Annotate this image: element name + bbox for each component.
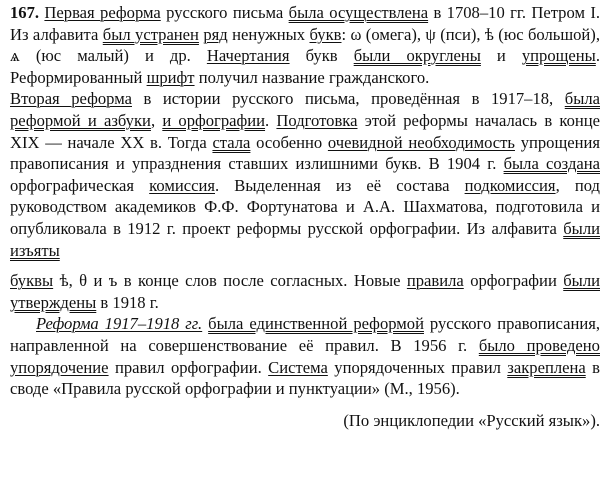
text-segment: и bbox=[480, 46, 522, 66]
text-segment: упорядоченных правил bbox=[327, 357, 508, 377]
paragraph bbox=[10, 2, 600, 88]
text-segment: . bbox=[265, 110, 277, 130]
subject-underlined: шрифт bbox=[146, 67, 195, 87]
text-segment: особенно bbox=[250, 132, 328, 152]
subject-underlined: подкомиссия bbox=[464, 175, 556, 195]
exercise-number: 167. bbox=[10, 3, 40, 22]
subject-underlined: буквы bbox=[10, 271, 54, 291]
text-segment: в своде «Правила русской орфографии и пунктуации» (М., 1956). bbox=[10, 357, 600, 399]
subject-underlined: Начертания bbox=[206, 46, 290, 66]
text-segment: : ω (омега), ψ (пси), ѣ (юс большой), ѧ (юс малый) и др. bbox=[10, 24, 600, 66]
predicate-underlined: и орфографии bbox=[162, 110, 266, 130]
subject-underlined: Подготовка bbox=[276, 110, 358, 130]
text-segment: правил орфографии. bbox=[108, 357, 269, 377]
text-segment: орфографии bbox=[463, 271, 564, 291]
predicate-underlined: была реформой и азбуки bbox=[10, 89, 600, 130]
text-segment: . Реформированный bbox=[10, 46, 600, 87]
text-segment: в 1708–10 гг. Петром I. Из алфавита bbox=[10, 3, 600, 44]
subject-underlined: упорядочение bbox=[10, 357, 109, 377]
text-segment: , под руководством академиков Ф.Ф. Фортунатова и А.А. Шахматова, подготовила и опубликовала в 1912 г. проект реформы русской орфографии. Из алфавита bbox=[10, 175, 600, 238]
exercise-text bbox=[10, 2, 600, 400]
predicate-underlined: была единственной реформой bbox=[208, 314, 424, 334]
source-citation: (По энциклопедии «Русский язык»). bbox=[343, 410, 600, 430]
text-segment: русского письма bbox=[160, 3, 289, 22]
text-segment: ненужных bbox=[227, 24, 310, 44]
paragraph bbox=[10, 88, 600, 261]
text-segment: русского правописания, направленной на совершенствование её правил. В 1956 г. bbox=[10, 314, 600, 355]
subject-underlined: Вторая реформа bbox=[10, 89, 132, 109]
paragraph bbox=[10, 313, 600, 399]
subject-underlined: комиссия bbox=[149, 175, 215, 195]
predicate-underlined: была создана bbox=[503, 154, 600, 174]
predicate-underlined: было проведено bbox=[478, 335, 600, 355]
predicate-underlined: были изъяты bbox=[10, 218, 600, 260]
text-segment: ѣ, θ и ъ в конце слов после согласных. Новые bbox=[53, 271, 407, 291]
predicate-underlined: упрощены bbox=[521, 46, 596, 66]
predicate-underlined: были округлены bbox=[353, 46, 481, 66]
text-segment: упрощения правописания и упразднения ставших излишними букв. В 1904 г. bbox=[10, 132, 600, 174]
text-segment: букв bbox=[289, 46, 354, 66]
subject-underlined: ряд bbox=[203, 24, 228, 44]
subject-underlined: очевидной необходимость bbox=[327, 132, 515, 152]
subject-underlined: букв bbox=[309, 24, 342, 44]
predicate-underlined: стала bbox=[212, 132, 251, 152]
subject-underlined: Первая реформа bbox=[44, 3, 161, 22]
predicate-underlined: были утверждены bbox=[10, 271, 600, 312]
text-segment: . Выделенная из её состава bbox=[215, 175, 465, 195]
predicate-underlined: была осуществлена bbox=[288, 3, 429, 22]
subject-underlined: правила bbox=[406, 271, 464, 291]
subject-underlined: Система bbox=[268, 357, 328, 377]
predicate-underlined: закреплена bbox=[507, 357, 586, 377]
text-segment: этой реформы началась в конце XIX — начале XX в. Тогда bbox=[10, 110, 601, 152]
text-segment: получил название гражданского. bbox=[194, 67, 430, 87]
text-segment: орфографическая bbox=[10, 175, 150, 195]
text-segment: в истории русского письма, проведённая в 1917–18, bbox=[131, 89, 565, 109]
text-segment: , bbox=[150, 110, 163, 130]
paragraph bbox=[10, 270, 600, 313]
text-segment: в 1918 г. bbox=[96, 292, 159, 312]
subject-underlined: Реформа 1917–1918 гг. bbox=[36, 314, 203, 334]
predicate-underlined: был устранен bbox=[102, 24, 199, 44]
